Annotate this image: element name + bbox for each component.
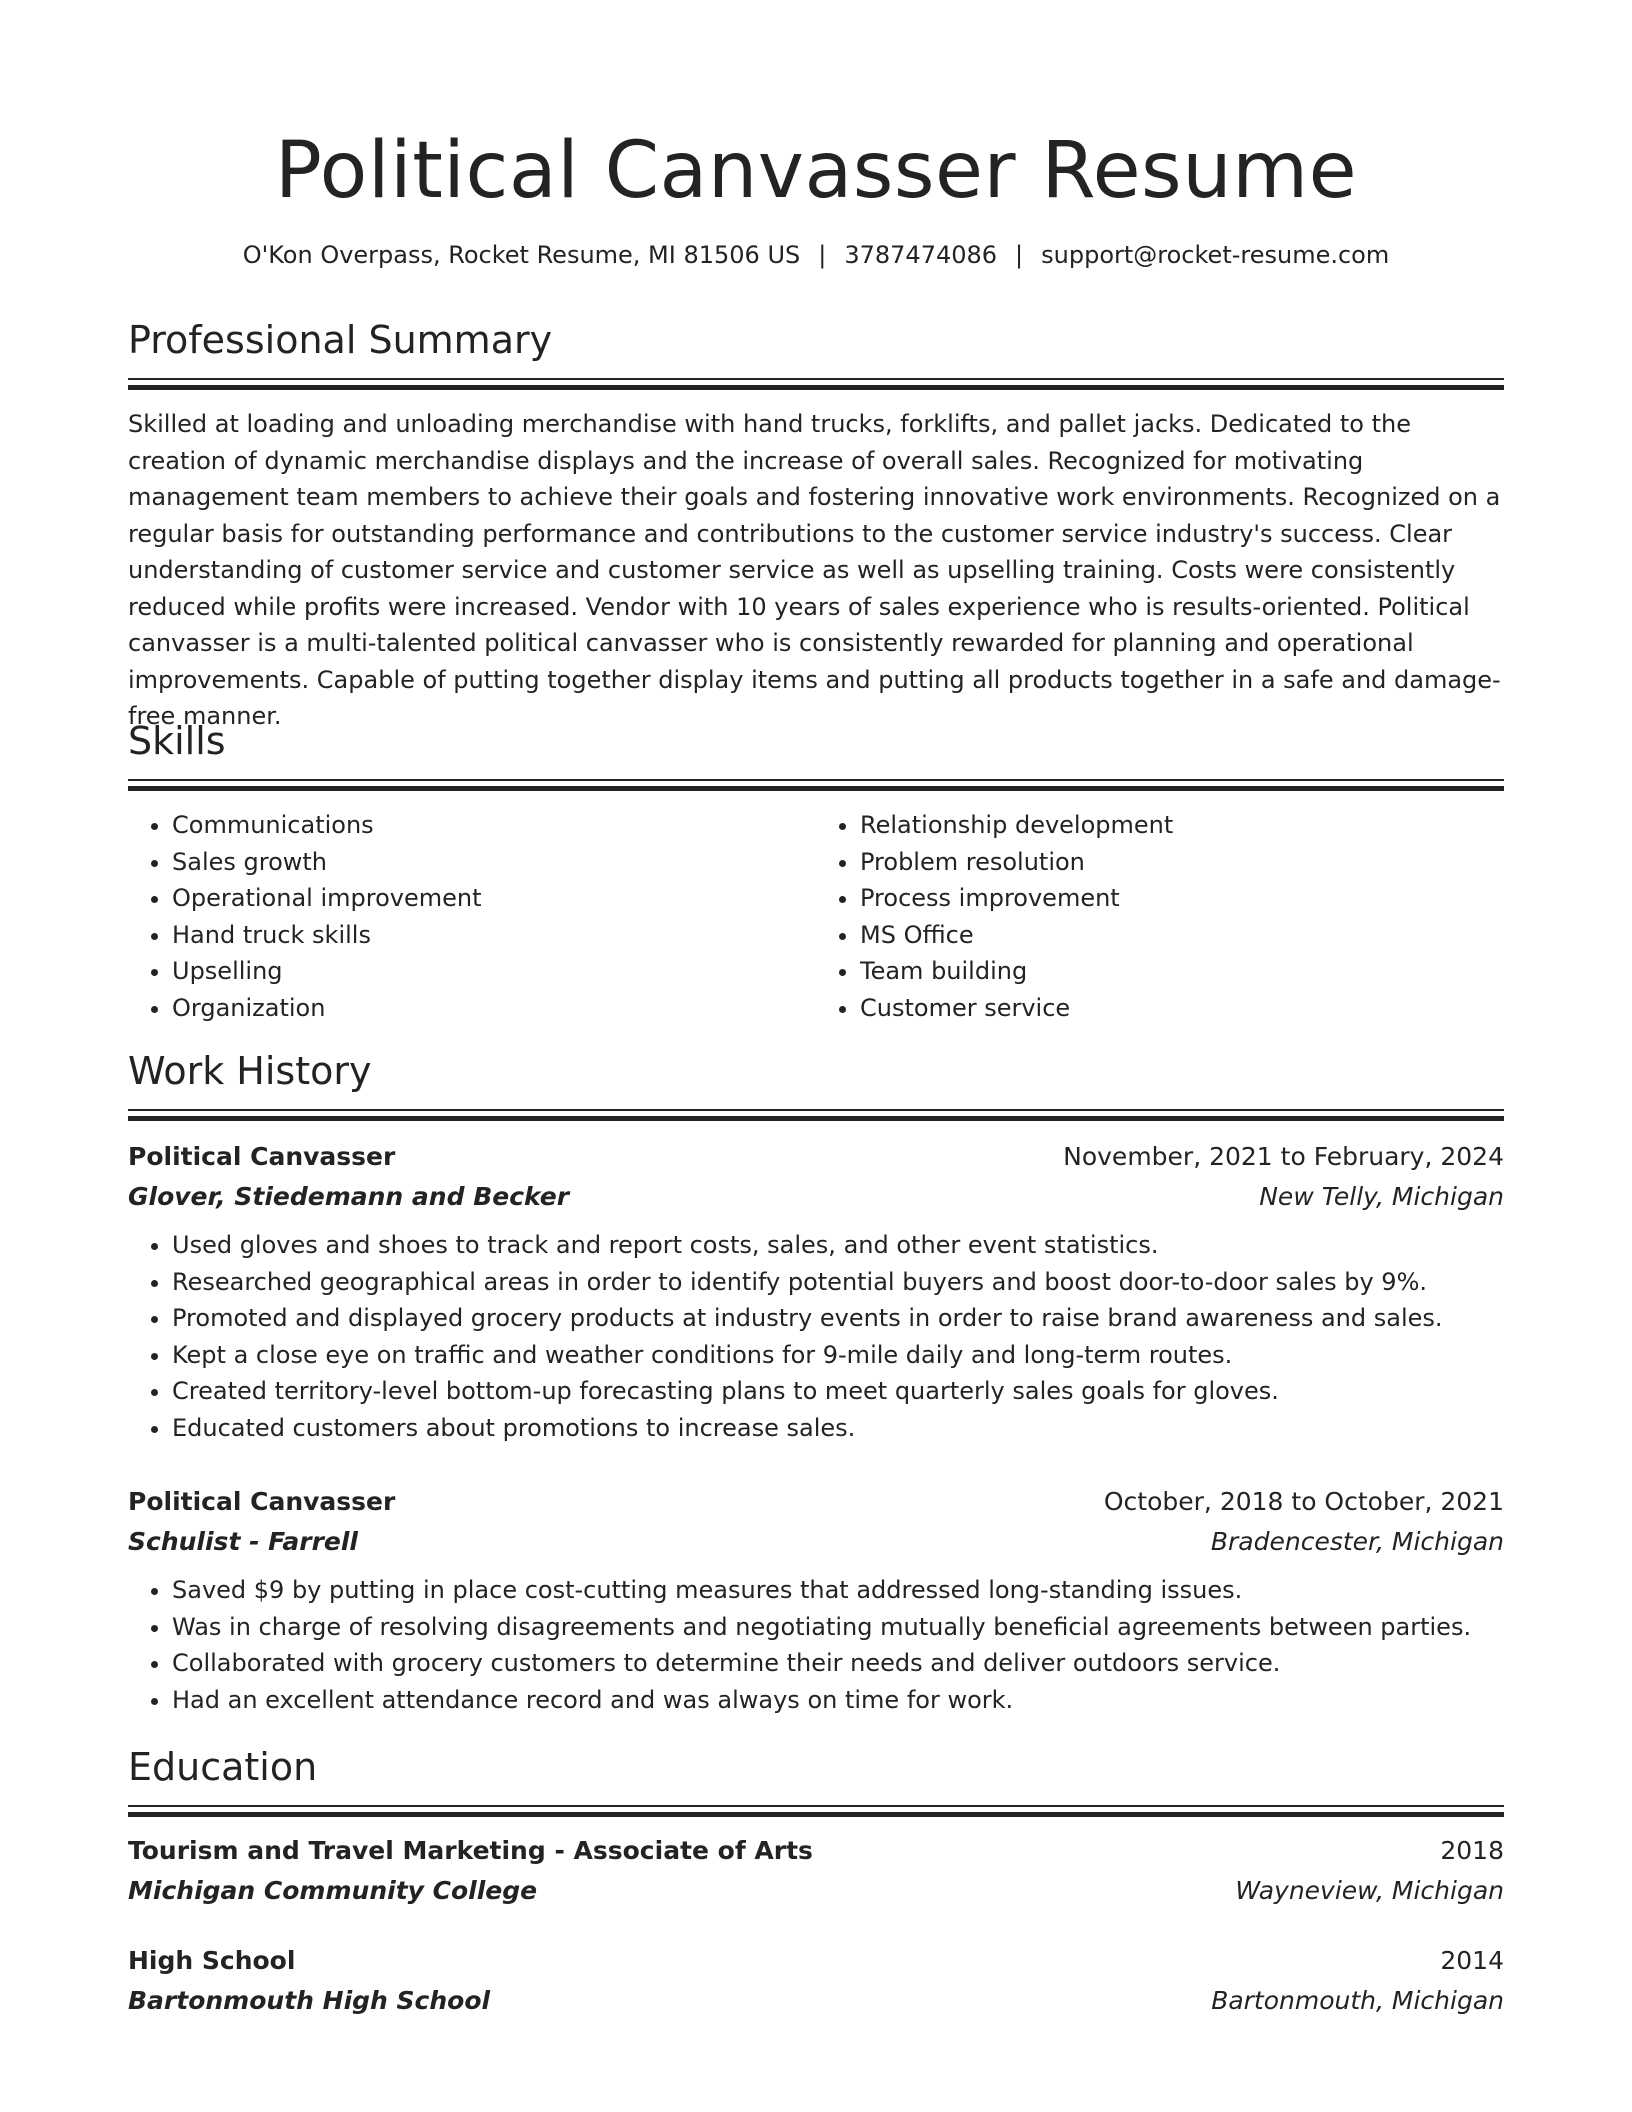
education-location: Bartonmouth, Michigan: [1211, 1986, 1504, 2015]
education-degree: Tourism and Travel Marketing - Associate of Arts: [128, 1836, 813, 1865]
job-location: New Telly, Michigan: [1259, 1182, 1504, 1211]
duty-item: • Used gloves and shoes to track and report costs, sales, and other event statistics.: [172, 1227, 1504, 1264]
skills-list-left: [128, 807, 816, 1026]
education-entry: [128, 1941, 1504, 2021]
skill-item: • Relationship development: [860, 807, 1504, 844]
section-work-history: [128, 1045, 1504, 1718]
skill-item: • Customer service: [860, 990, 1504, 1027]
duty-item: • Collaborated with grocery customers to determine their needs and deliver outdoors service.: [172, 1645, 1504, 1682]
duty-item: • Kept a close eye on traffic and weather conditions for 9-mile daily and long-term routes.: [172, 1337, 1504, 1374]
section-title-skills: Skills: [128, 719, 226, 763]
duty-item: • Was in charge of resolving disagreements and negotiating mutually beneficial agreements between parties.: [172, 1609, 1504, 1646]
education-location: Wayneview, Michigan: [1235, 1876, 1504, 1905]
contact-line: [0, 237, 1632, 273]
job-dates: November, 2021 to February, 2024: [1063, 1142, 1504, 1171]
skill-item: • MS Office: [860, 917, 1504, 954]
section-education: [128, 1741, 1504, 2021]
skill-item: • Hand truck skills: [172, 917, 816, 954]
job-duties: [128, 1227, 1504, 1446]
skills-columns: [128, 807, 1504, 1026]
job-duties: [128, 1572, 1504, 1718]
skill-item: • Operational improvement: [172, 880, 816, 917]
section-divider: [128, 1109, 1504, 1121]
contact-email[interactable]: support@rocket-resume.com: [1041, 241, 1390, 269]
duty-item: • Researched geographical areas in order to identify potential buyers and boost door-to-door sales by 9%.: [172, 1264, 1504, 1301]
skill-item: • Communications: [172, 807, 816, 844]
section-divider: [128, 1805, 1504, 1817]
education-year: 2014: [1440, 1946, 1504, 1975]
duty-item: • Saved $9 by putting in place cost-cutting measures that addressed long-standing issues.: [172, 1572, 1504, 1609]
job-title: Political Canvasser: [128, 1487, 396, 1516]
education-entry: [128, 1831, 1504, 1911]
duty-item: • Educated customers about promotions to increase sales.: [172, 1410, 1504, 1447]
section-title-education: Education: [128, 1745, 318, 1789]
section-summary: [128, 314, 1504, 735]
skill-item: • Upselling: [172, 953, 816, 990]
job-entry: [128, 1137, 1504, 1446]
section-title-summary: Professional Summary: [128, 318, 553, 362]
duty-item: • Had an excellent attendance record and was always on time for work.: [172, 1682, 1504, 1719]
skills-list-right: [816, 807, 1504, 1026]
contact-phone: 3787474086: [844, 241, 998, 269]
section-divider: [128, 779, 1504, 791]
skill-item: • Problem resolution: [860, 844, 1504, 881]
education-school: Bartonmouth High School: [128, 1986, 491, 2015]
job-location: Bradencester, Michigan: [1210, 1527, 1504, 1556]
duty-item: • Created territory-level bottom-up forecasting plans to meet quarterly sales goals for gloves.: [172, 1373, 1504, 1410]
skill-item: • Sales growth: [172, 844, 816, 881]
summary-text: Skilled at loading and unloading merchandise with hand trucks, forklifts, and pallet jacks. Dedicated to the creation of dynamic merchandise displays and the increase of overall sales. Recognized for motivating management team members to achieve their goals and fostering innovative work environments. Recognized on a regular basis for outstanding performance and contributions to the customer service industry's success. Clear understanding of customer service and customer service as well as upselling training. Costs were consistently reduced while profits were increased. Vendor with 10 years of sales experience who is results-oriented. Political canvasser is a multi-talented political canvasser who is consistently rewarded for planning and operational improvements. Capable of putting together display items and putting all products together in a safe and damage-free manner.: [128, 410, 1501, 730]
education-degree: High School: [128, 1946, 296, 1975]
skill-item: • Team building: [860, 953, 1504, 990]
resume-title: Political Canvasser Resume: [274, 126, 1358, 216]
education-year: 2018: [1440, 1836, 1504, 1865]
job-employer: Glover, Stiedemann and Becker: [128, 1182, 570, 1211]
section-skills: [128, 715, 1504, 1026]
job-dates: October, 2018 to October, 2021: [1103, 1487, 1504, 1516]
job-title: Political Canvasser: [128, 1142, 396, 1171]
contact-separator: |: [818, 241, 827, 269]
section-title-work: Work History: [128, 1049, 372, 1093]
skill-item: • Process improvement: [860, 880, 1504, 917]
contact-address: O'Kon Overpass, Rocket Resume, MI 81506 US: [242, 241, 801, 269]
job-entry: [128, 1482, 1504, 1718]
skill-item: • Organization: [172, 990, 816, 1027]
contact-separator: |: [1015, 241, 1024, 269]
duty-item: • Promoted and displayed grocery products at industry events in order to raise brand awareness and sales.: [172, 1300, 1504, 1337]
education-school: Michigan Community College: [128, 1876, 538, 1905]
job-employer: Schulist - Farrell: [128, 1527, 359, 1556]
section-divider: [128, 378, 1504, 390]
